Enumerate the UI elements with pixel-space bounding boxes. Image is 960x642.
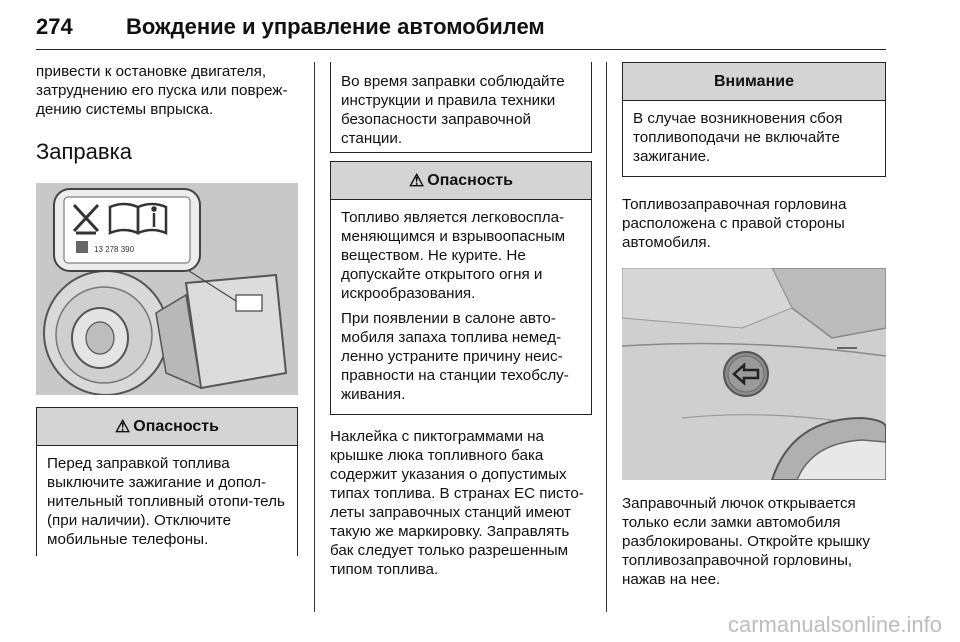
danger-box-body — [36, 446, 298, 556]
danger-box — [330, 161, 592, 415]
watermark: carmanualsonline.info — [727, 612, 942, 637]
danger-box — [36, 407, 298, 556]
danger-text: Перед заправкой топлива выключите зажигание и допол-нительный топливный отопи-тель (при наличии). Отключите мобильные телефоны. — [47, 455, 285, 548]
column-1 — [36, 62, 298, 556]
column-3 — [622, 62, 886, 589]
car-side-drawing — [622, 268, 886, 480]
fuel-door-illustration — [36, 183, 298, 395]
caution-box-body — [623, 101, 885, 176]
section-title: Заправка — [36, 139, 132, 164]
danger-heading: Опасность — [427, 171, 513, 189]
danger-text-2: При появлении в салоне авто-мобиля запаха топлива немед-ленно устраните причину неис-правности на станции техобслу-живания. — [341, 310, 569, 403]
fuel-door-drawing — [36, 183, 298, 395]
danger-heading: Опасность — [133, 417, 219, 435]
danger-box-header — [331, 162, 591, 200]
sticker-text: Наклейка с пиктограммами на крышке люка топливного бака содержит указания о допустимых типах топлива. В странах ЕС писто-леты заправочных станций имеют такую же маркировку. Заправлять бак следует только разрешенным типом топлива. — [330, 428, 584, 578]
column-divider — [314, 62, 315, 612]
car-side-illustration — [622, 268, 886, 480]
safety-note-text: Во время заправки соблюдайте инструкции и правила техники безопасности заправочной станции. — [341, 73, 565, 147]
label-code: 13 278 390 — [94, 245, 135, 254]
danger-text-1: Топливо является легковоспла-меняющимся и взрывоопасным веществом. Не курите. Не допускайте открытого огня и искрообразования. — [341, 209, 566, 302]
page-header — [36, 10, 886, 50]
warning-triangle-icon: ⚠ — [409, 170, 425, 190]
page-number: 274 — [36, 14, 73, 39]
warning-triangle-icon: ⚠ — [115, 416, 131, 436]
fuel-door-text: Заправочный лючок открывается только если замки автомобиля разблокированы. Откройте крышку топливозаправочной горловины, нажав на нее. — [622, 495, 870, 588]
caution-text: В случае возникновения сбоя топливоподачи не включайте зажигание. — [633, 110, 843, 165]
caution-heading: Внимание — [714, 72, 794, 90]
danger-box-header — [36, 408, 298, 446]
page-title: Вождение и управление автомобилем — [126, 14, 545, 39]
safety-note-box — [330, 62, 592, 153]
intro-text: привести к остановке двигателя, затруднению его пуска или повреж-дению системы впрыска. — [36, 63, 288, 118]
safety-note-body — [331, 62, 591, 152]
caution-box-header — [623, 63, 885, 101]
column-2 — [330, 62, 592, 579]
danger-box-body — [331, 200, 591, 414]
filler-location-text: Топливозаправочная горловина расположена с правой стороны автомобиля. — [622, 196, 847, 251]
caution-box — [622, 62, 886, 177]
column-divider — [606, 62, 607, 612]
